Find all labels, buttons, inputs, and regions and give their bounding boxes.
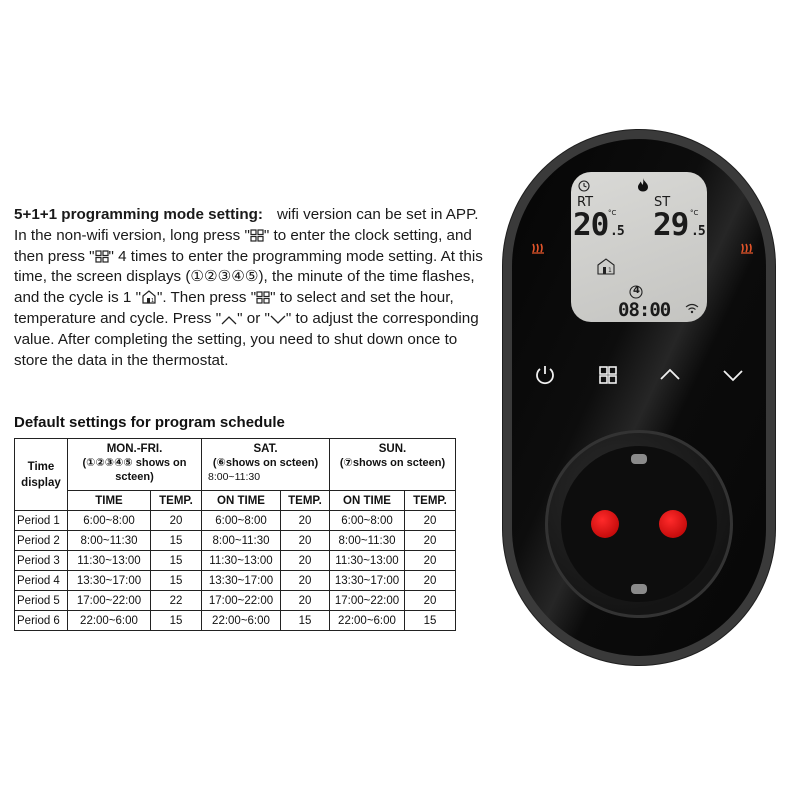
- heating-indicator-right-icon: [740, 242, 754, 254]
- room-temperature: 20: [573, 207, 609, 243]
- cell-temp: 20: [151, 511, 202, 531]
- col-header-temp: TEMP.: [405, 491, 456, 511]
- cell-time: 6:00~8:00: [68, 511, 151, 531]
- flame-icon: [637, 177, 649, 192]
- cell-temp: 22: [151, 591, 202, 611]
- wifi-icon: [685, 303, 699, 314]
- cell-time: 11:30~13:00: [202, 551, 281, 571]
- time-display-header: Time display: [15, 439, 68, 511]
- group-header-mon-fri: [68, 439, 202, 491]
- programming-instructions: [14, 205, 492, 371]
- table-column-header-row: [15, 491, 456, 511]
- cell-temp: 20: [405, 551, 456, 571]
- table-row: [15, 531, 456, 551]
- rt-unit: °C: [608, 209, 617, 217]
- instructions-text-3: " 4 times to enter the programming mode setting. At this time, the screen displays (①②③④⑤), the minute of the time flashes, and the cycle is 1 ": [14, 247, 483, 307]
- clock-icon: [578, 180, 590, 192]
- cell-temp: 15: [405, 611, 456, 631]
- cell-time: 8:00~11:30: [68, 531, 151, 551]
- table-row: [15, 611, 456, 631]
- cell-temp: 20: [405, 511, 456, 531]
- thermostat-plug-device: [503, 130, 775, 665]
- cell-temp: 15: [151, 551, 202, 571]
- cell-time: 6:00~8:00: [202, 511, 281, 531]
- instructions-text-4: ". Then press ": [156, 289, 257, 307]
- group-sub: (①②③④⑤ shows on scteen): [82, 457, 187, 483]
- group-sub: (⑥shows on scteen): [212, 457, 319, 469]
- table-row: [15, 551, 456, 571]
- cell-time: 13:30~17:00: [68, 571, 151, 591]
- group-sub: (⑦shows on scteen): [339, 457, 446, 469]
- cell-temp: 15: [281, 611, 330, 631]
- lcd-screen: [571, 172, 707, 322]
- cell-time: 22:00~6:00: [330, 611, 405, 631]
- period-label: Period 6: [15, 611, 68, 631]
- set-temperature-decimal: .5: [691, 224, 705, 239]
- chevron-down-icon: [270, 315, 286, 325]
- cell-time: 6:00~8:00: [330, 511, 405, 531]
- device-glass-face: [512, 139, 766, 656]
- schedule-title: Default settings for program schedule: [14, 414, 285, 431]
- svg-text:1: 1: [150, 298, 155, 305]
- set-temperature: 29: [653, 207, 689, 243]
- menu-grid-icon: [95, 250, 109, 263]
- chevron-up-icon: [221, 315, 237, 325]
- instructions-text-2: " to enter the clock setting, and then press ": [14, 226, 472, 265]
- menu-button[interactable]: [596, 363, 620, 387]
- down-button[interactable]: [721, 363, 745, 387]
- socket-recess: [561, 446, 717, 602]
- home-cycle-icon: [141, 289, 157, 304]
- cell-temp: 20: [405, 571, 456, 591]
- cell-time: 17:00~22:00: [202, 591, 281, 611]
- cell-time: 11:30~13:00: [68, 551, 151, 571]
- group-header-sun: [330, 439, 456, 491]
- group-name: MON.-FRI.: [106, 443, 163, 455]
- col-header-temp: TEMP.: [151, 491, 202, 511]
- cell-time: 22:00~6:00: [202, 611, 281, 631]
- rt-label: RT: [577, 195, 594, 210]
- instructions-heading: 5+1+1 programming mode setting:: [14, 206, 263, 223]
- period-label: Period 5: [15, 591, 68, 611]
- cell-temp: 20: [405, 531, 456, 551]
- cell-time: 11:30~13:00: [330, 551, 405, 571]
- cell-time: 8:00~11:30: [330, 531, 405, 551]
- cell-time: 13:30~17:00: [202, 571, 281, 591]
- cell-temp: 20: [281, 571, 330, 591]
- cell-temp: 20: [281, 511, 330, 531]
- cell-temp: 20: [281, 551, 330, 571]
- svg-text:1: 1: [608, 267, 612, 274]
- earth-contact-bottom: [631, 584, 647, 594]
- table-row: [15, 571, 456, 591]
- instructions-text-5: " to select and set the hour, temperature and cycle. Press ": [14, 289, 454, 327]
- col-header-temp: TEMP.: [281, 491, 330, 511]
- room-temperature-decimal: .5: [610, 224, 624, 239]
- group-header-sat: [202, 439, 330, 491]
- instructions-text-7: " to adjust the corresponding value. After completing the setting, you need to shut down once to store the data in the thermostat.: [14, 309, 479, 369]
- program-number: 4: [633, 285, 640, 296]
- period-label: Period 3: [15, 551, 68, 571]
- instructions-text-1: wifi version can be set in APP. In the non-wifi version, long press ": [14, 206, 479, 244]
- cell-temp: 15: [151, 571, 202, 591]
- col-header-on-time: ON TIME: [330, 491, 405, 511]
- table-header-group-row: [15, 439, 456, 491]
- power-button[interactable]: [533, 363, 557, 387]
- period-label: Period 4: [15, 571, 68, 591]
- table-row: [15, 511, 456, 531]
- cell-time: 17:00~22:00: [330, 591, 405, 611]
- st-unit: °C: [690, 209, 699, 217]
- clock-time: 08:00: [618, 299, 671, 321]
- st-label: ST: [654, 195, 671, 210]
- cell-time: 13:30~17:00: [330, 571, 405, 591]
- power-socket: [545, 430, 733, 618]
- instructions-text-6: " or ": [237, 309, 270, 327]
- cell-temp: 15: [151, 531, 202, 551]
- table-row: [15, 591, 456, 611]
- cell-temp: 20: [281, 531, 330, 551]
- cell-temp: 15: [151, 611, 202, 631]
- heating-indicator-left-icon: [531, 242, 545, 254]
- schedule-table: [14, 438, 456, 631]
- col-header-on-time: ON TIME: [202, 491, 281, 511]
- cell-time: 17:00~22:00: [68, 591, 151, 611]
- group-note: 8:00~11:30: [208, 471, 261, 483]
- home-cycle-icon: [596, 257, 616, 275]
- cell-time: 22:00~6:00: [68, 611, 151, 631]
- col-header-time: TIME: [68, 491, 151, 511]
- cell-temp: 20: [405, 591, 456, 611]
- period-label: Period 2: [15, 531, 68, 551]
- cell-temp: 20: [281, 591, 330, 611]
- menu-grid-icon: [256, 291, 270, 304]
- socket-hole-left: [591, 510, 619, 538]
- period-label: Period 1: [15, 511, 68, 531]
- group-name: SAT.: [253, 443, 278, 455]
- earth-contact-top: [631, 454, 647, 464]
- menu-grid-icon: [250, 229, 264, 242]
- socket-hole-right: [659, 510, 687, 538]
- group-name: SUN.: [378, 443, 407, 455]
- up-button[interactable]: [658, 363, 682, 387]
- cell-time: 8:00~11:30: [202, 531, 281, 551]
